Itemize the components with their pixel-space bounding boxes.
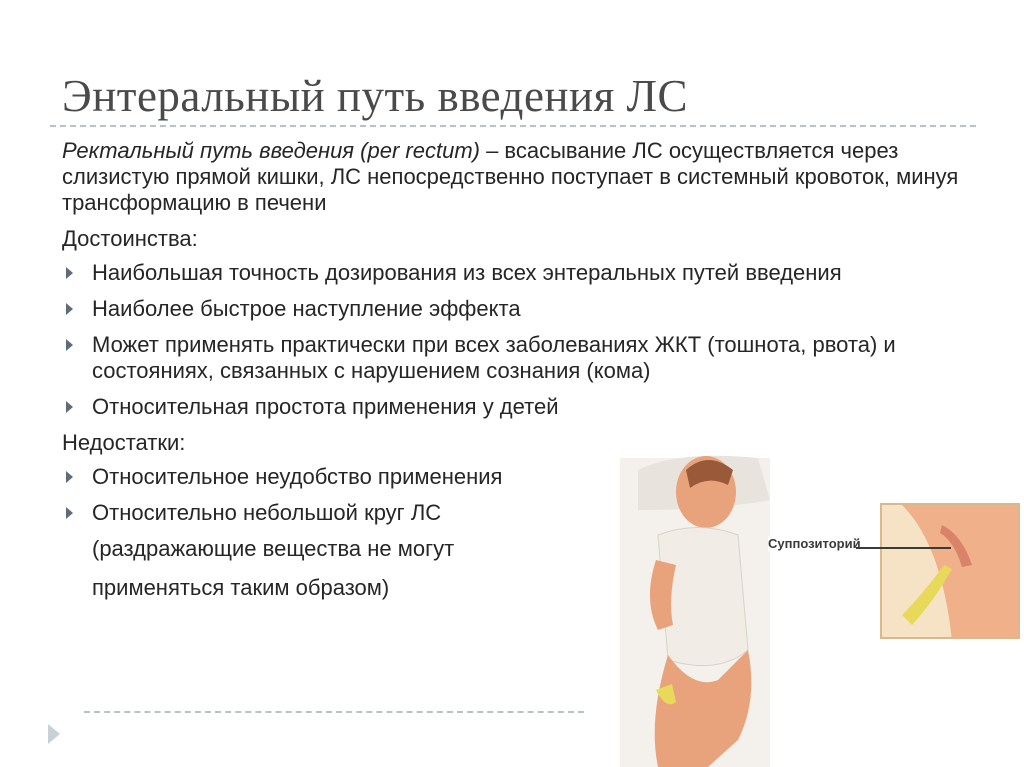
advantages-heading: Достоинства:	[62, 226, 198, 251]
suppository-label: Суппозиторий	[768, 536, 861, 551]
advantage-item: Относительная простота применения у детей	[62, 394, 962, 420]
bullet-icon	[66, 303, 73, 315]
title-divider	[50, 125, 976, 127]
bullet-icon	[66, 339, 73, 351]
suppository-inset	[880, 503, 1020, 639]
disadvantage-continuation: (раздражающие вещества не могут	[92, 536, 455, 561]
advantage-item: Может применять практически при всех заболеваниях ЖКТ (тошнота, рвота) и состояниях, связанных с нарушением сознания (кома)	[62, 332, 962, 384]
disadvantage-continuation: применяться таким образом)	[92, 575, 390, 600]
disadvantage-item: Относительное неудобство применения	[62, 464, 962, 490]
bullet-icon	[66, 267, 73, 279]
label-pointer	[856, 540, 951, 560]
shirt	[658, 528, 748, 666]
inset-body	[902, 505, 1020, 639]
intro-paragraph	[62, 138, 962, 216]
disadvantage-item: Относительно небольшой круг ЛС	[62, 500, 962, 526]
slide-title: Энтеральный путь введения ЛС	[62, 71, 689, 121]
disadvantages-heading: Недостатки:	[62, 430, 186, 455]
footer-divider	[84, 711, 584, 713]
inset-drawing	[882, 505, 1020, 639]
bullet-icon	[66, 507, 73, 519]
triangle-right-icon	[48, 724, 60, 744]
bullet-icon	[66, 471, 73, 483]
bullet-icon	[66, 401, 73, 413]
advantage-item: Наиболее быстрое наступление эффекта	[62, 296, 962, 322]
inset-finger	[902, 565, 952, 625]
advantage-item: Наибольшая точность дозирования из всех энтеральных путей введения	[62, 260, 962, 286]
intro-italic: Ректальный путь введения (per rectum)	[62, 138, 480, 163]
intro-text: – всасывание ЛС осуществляется через слизистую прямой кишки, ЛС непосредственно поступает в системный кровоток, минуя трансформацию в печени	[62, 138, 959, 215]
advantages-list	[62, 260, 962, 420]
